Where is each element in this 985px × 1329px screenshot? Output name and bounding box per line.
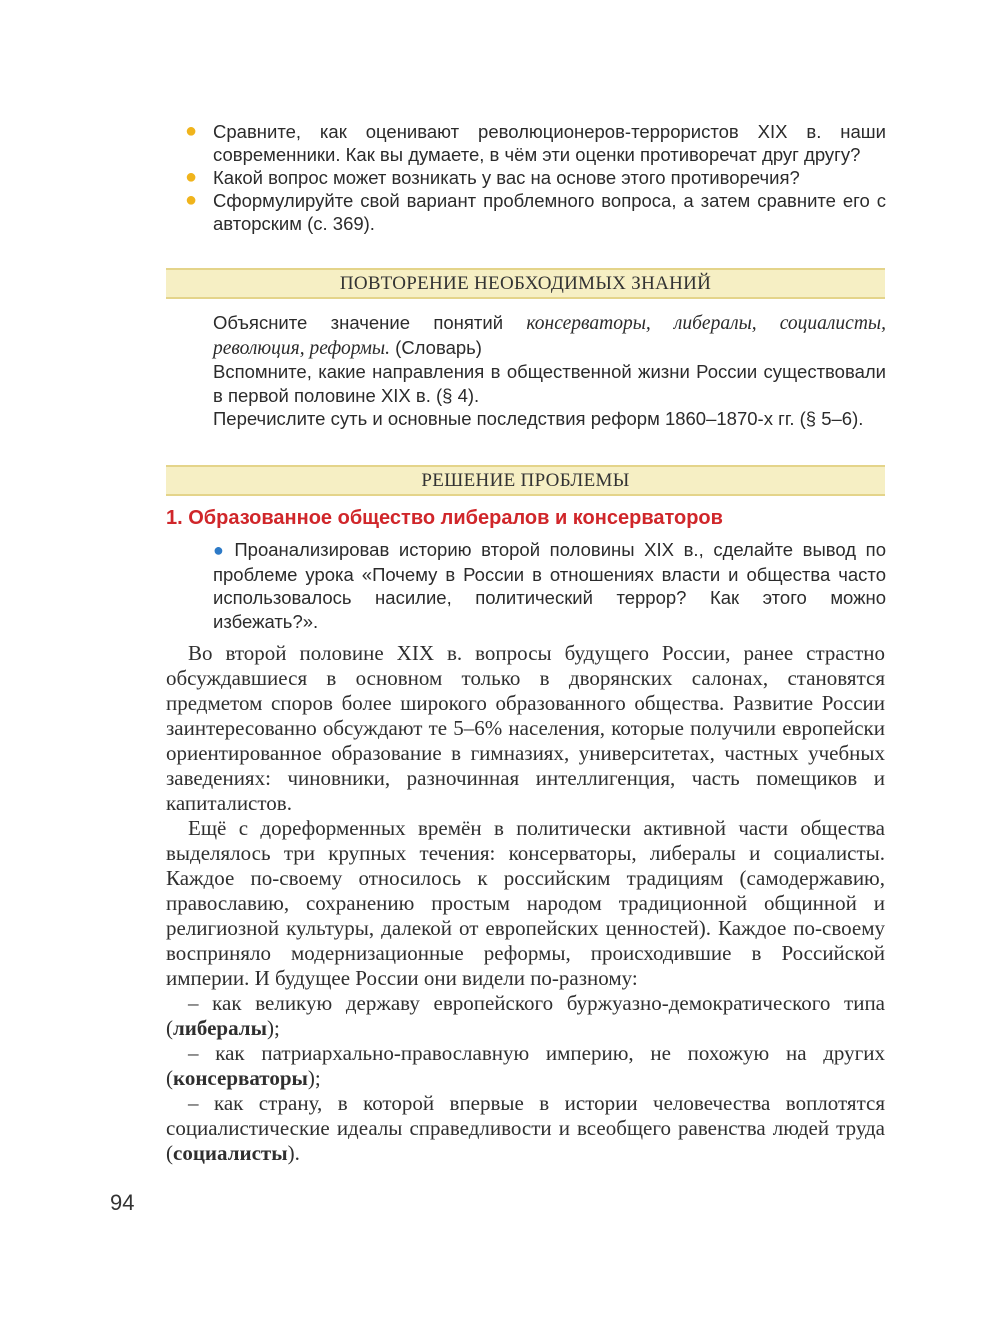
page-number: 94: [110, 1190, 135, 1215]
section-banner-solution: РЕШЕНИЕ ПРОБЛЕМЫ: [166, 465, 885, 496]
question-item: ● Сравните, как оценивают революционеров-террористов XIX в. наши современники. Как вы думаете, в чём эти оценки противоречат друг другу?: [185, 120, 886, 165]
bullet-icon: ●: [185, 189, 198, 211]
bullet-icon: ●: [213, 540, 229, 560]
question-item: ● Сформулируйте свой вариант проблемного вопроса, а затем сравните его с авторским (с. 369).: [185, 189, 886, 234]
paragraph: Ещё с дореформенных времён в политически активной части общества выделялось три крупных течения: консерваторы, либералы и социалисты. Каждое по-своему относилось к российским традициям (самодержавию, православию, сохранению простым народом традиционной общинной и религиозной культуры, далекой от европейских ценностей). Каждое по-своему восприняло модернизационные реформы, происходившие в Российской империи. И будущее России они видели по-разному:: [166, 816, 885, 990]
section-title: 1. Образованное общество либералов и консерваторов: [166, 507, 723, 529]
dash-item: – как страну, в которой впервые в истории человечества воплотятся социалистические идеалы справедливости и всеобщего равенства людей труда (социалисты).: [166, 1091, 885, 1165]
dash-item: – как великую державу европейского буржуазно-демократического типа (либералы);: [166, 991, 885, 1040]
terms-list: консерваторы, либералы, социалисты, революция, реформы.: [213, 313, 886, 359]
repeat-knowledge-block: [213, 311, 886, 431]
repeat-item: Вспомните, какие направления в общественной жизни России существовали в первой половине XIX в. (§ 4).: [213, 361, 886, 406]
question-list: [183, 120, 886, 235]
bullet-icon: ●: [185, 120, 198, 142]
repeat-item: Перечислите суть и основные последствия реформ 1860–1870-х гг. (§ 5–6).: [213, 408, 864, 429]
question-item: ● Какой вопрос может возникать у вас на основе этого противоречия?: [185, 166, 800, 188]
repeat-item: Объясните значение понятий консерваторы, либералы, социалисты, революция, реформы. (Словарь): [213, 312, 886, 359]
main-text: [166, 641, 885, 1166]
dash-item: – как патриархально-православную империю, не похожую на других (консерваторы);: [166, 1041, 885, 1090]
task-block: ● Проанализировав историю второй половины XIX в., сделайте вывод по проблеме урока «Почему в России в отношениях власти и общества часто использовалось насилие, политический террор? Как этого можно избежать?».: [213, 539, 886, 632]
bullet-icon: ●: [185, 166, 198, 188]
section-banner-repeat: ПОВТОРЕНИЕ НЕОБХОДИМЫХ ЗНАНИЙ: [166, 268, 885, 299]
paragraph: Во второй половине XIX в. вопросы будущего России, ранее страстно обсуждавшиеся в основном только в дворянских салонах, становятся предметом споров более широкого образованного общества. Развитие России заинтересованно обсуждают те 5–6% населения, которые получили европейски ориентированное образование в гимназиях, университетах, частных учебных заведениях: чиновники, разночинная интеллигенция, часть помещиков и капиталистов.: [166, 641, 885, 815]
